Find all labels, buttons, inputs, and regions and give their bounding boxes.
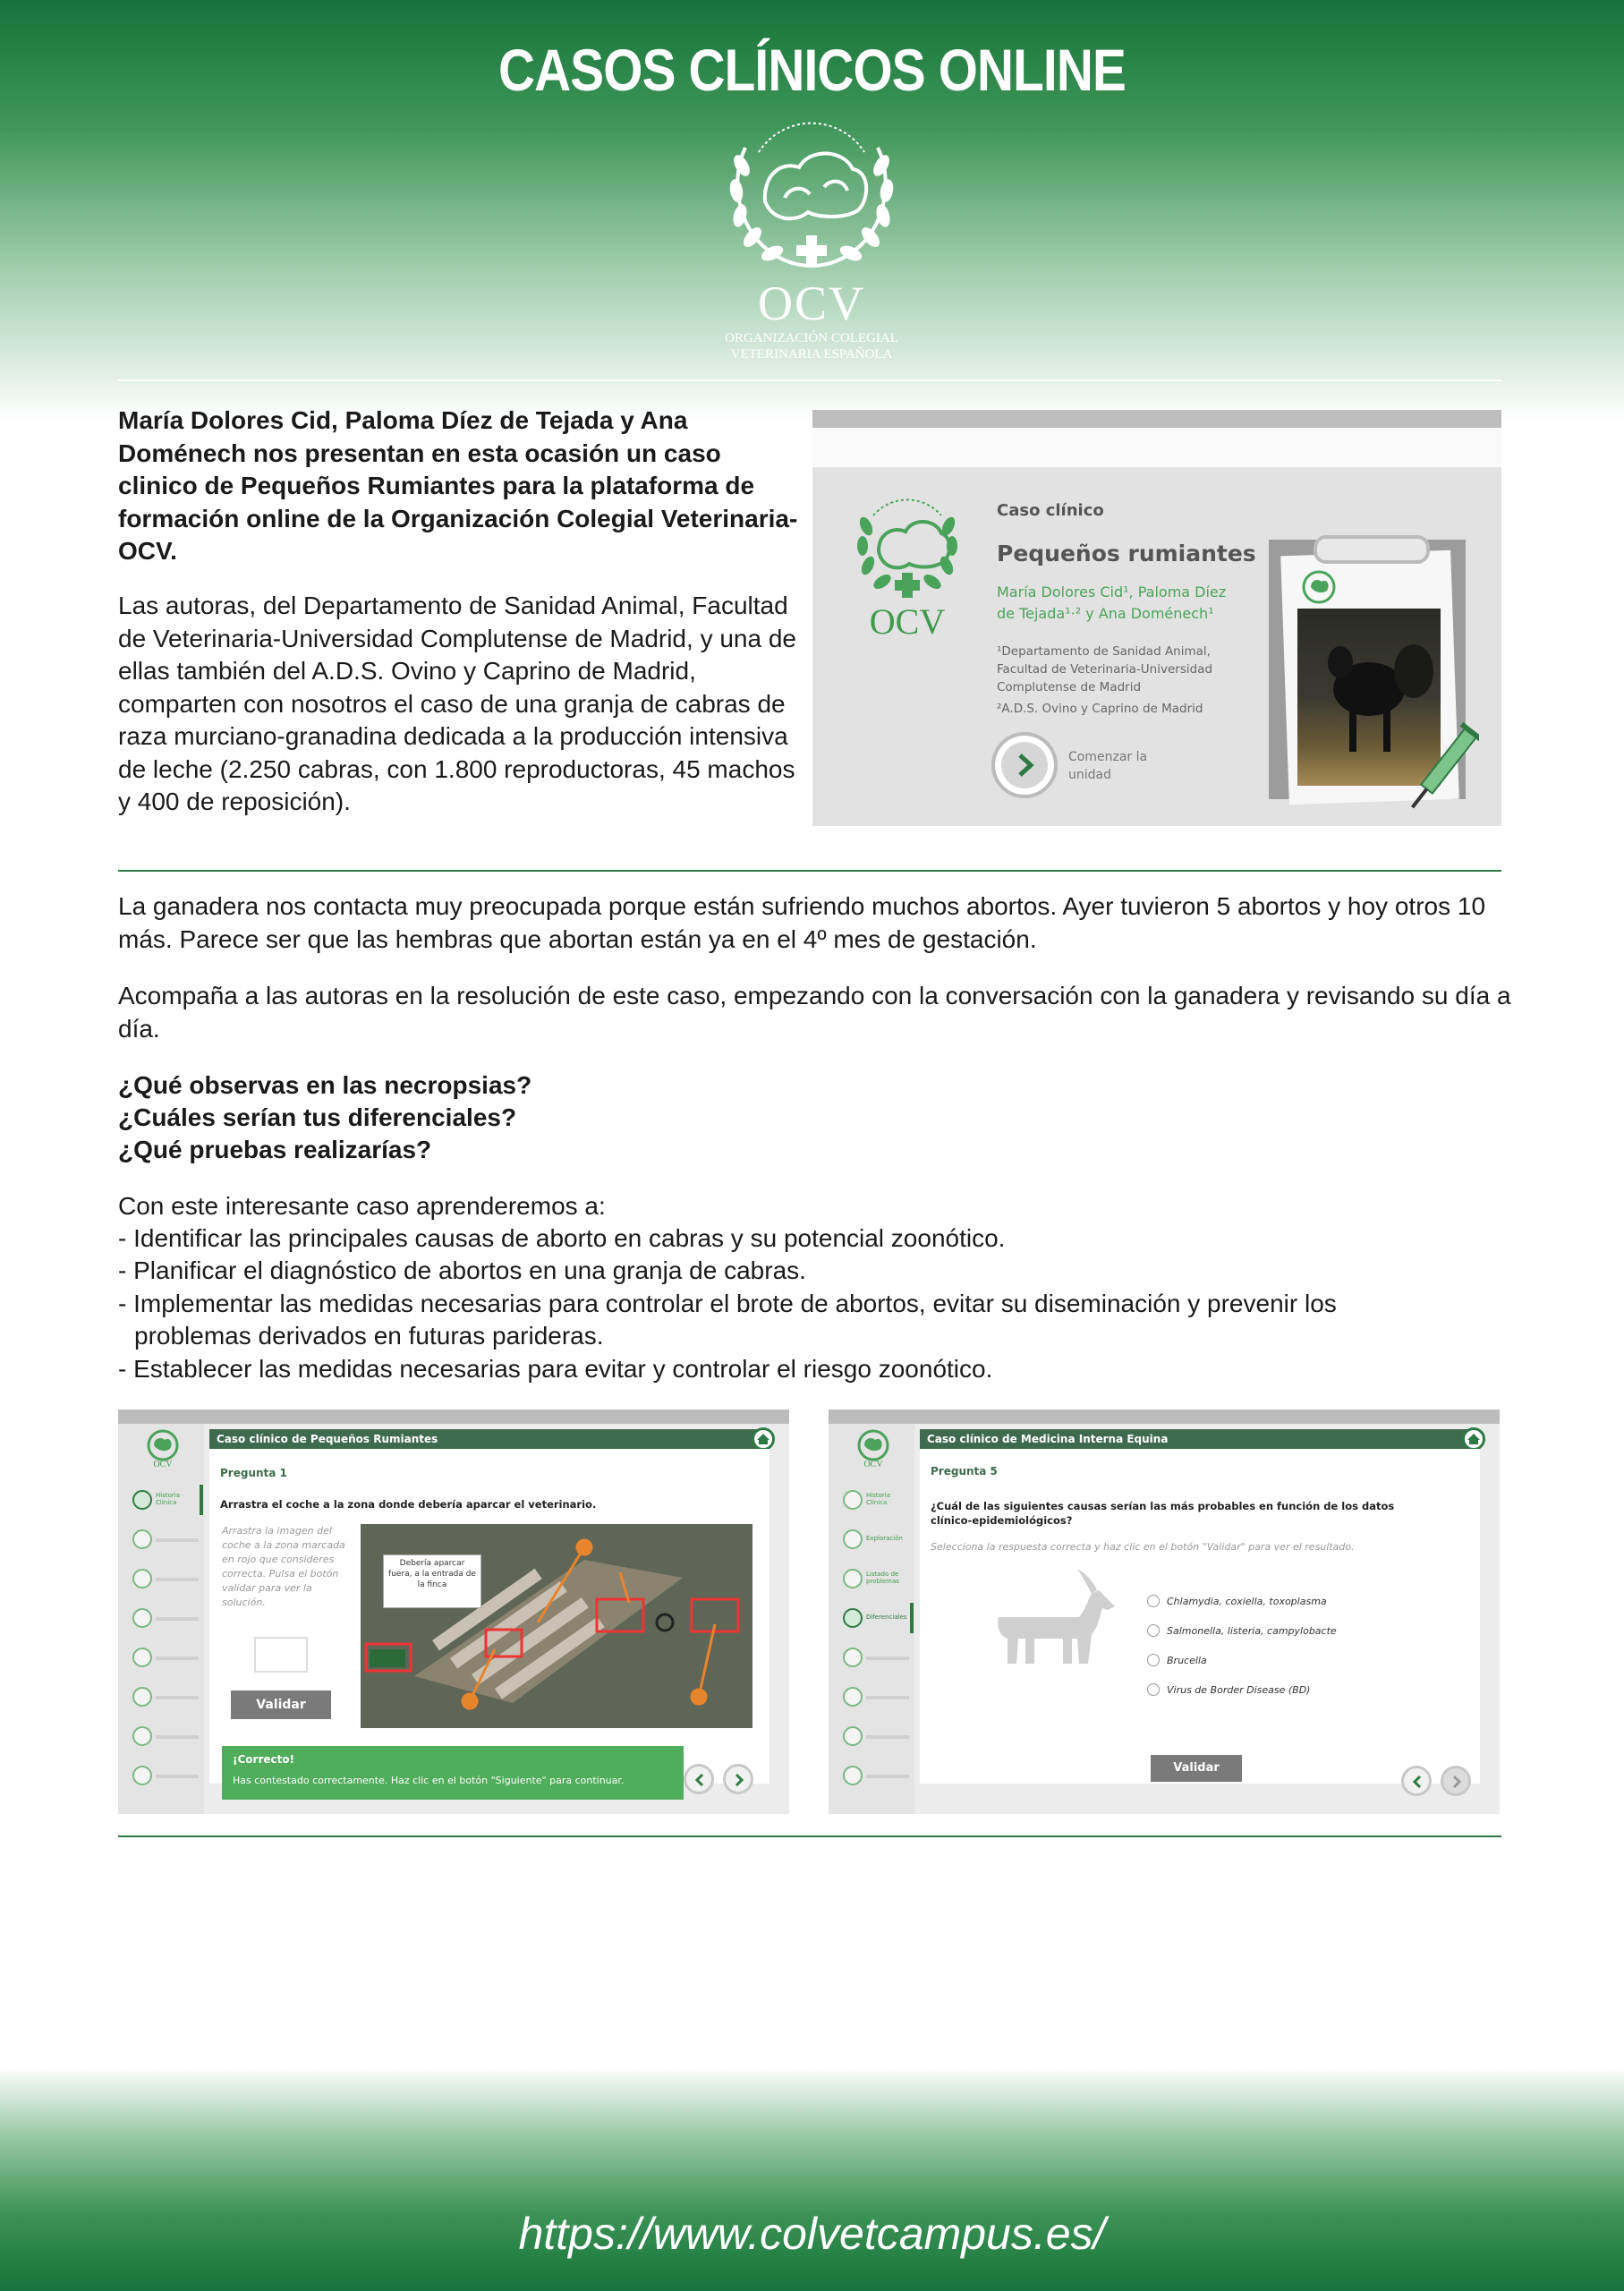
syringe-icon: [1407, 714, 1479, 822]
chevron-left-icon: [693, 1773, 706, 1787]
nav-label-problems: Listado de problemas: [866, 1571, 899, 1585]
course-sidebar: [829, 1424, 914, 1814]
ocv-logo: [710, 112, 914, 362]
goal-item-continuation: problemas derivados en futuras parideras.: [134, 1322, 604, 1350]
question-number: Pregunta 1: [220, 1467, 287, 1479]
feedback-banner: [222, 1746, 684, 1800]
nav-icon-diagnosis[interactable]: [132, 1648, 152, 1667]
campus-url-link[interactable]: https://www.colvetcampus.es/: [518, 2209, 1106, 2259]
feedback-title: ¡Correcto!: [233, 1753, 295, 1766]
ocv-mini-logo-icon: [1300, 569, 1338, 605]
preview-affiliation-2: ²A.D.S. Ovino y Caprino de Madrid: [997, 702, 1203, 716]
nav-label-placeholder: [156, 1578, 199, 1581]
home-icon: [1465, 1430, 1483, 1448]
course-preview-card: [812, 410, 1501, 826]
start-unit-button[interactable]: [991, 732, 1058, 798]
course-sidebar: [118, 1424, 204, 1814]
nav-icon-tests[interactable]: [843, 1687, 863, 1707]
question-prompt: Arrastra el coche a la zona donde debería aparcar el veterinario.: [220, 1498, 597, 1511]
nav-icon-treatment[interactable]: [132, 1726, 152, 1746]
course-header: Caso clínico de Pequeños Rumiantes: [209, 1429, 769, 1449]
nav-icon-problems[interactable]: [843, 1569, 863, 1588]
nav-label-exploration: Exploración: [866, 1535, 903, 1542]
question-1: ¿Qué observas en las necropsias?: [118, 1071, 532, 1099]
answer-option[interactable]: [1167, 1596, 1327, 1607]
nav-label-placeholder: [866, 1696, 909, 1699]
nav-icon-history[interactable]: [843, 1490, 863, 1510]
nav-label-placeholder: [866, 1657, 909, 1660]
nav-label-placeholder: [156, 1657, 199, 1660]
nav-icon-tests[interactable]: [132, 1687, 152, 1707]
nav-label-placeholder: [866, 1735, 909, 1739]
previous-button[interactable]: [1401, 1766, 1432, 1796]
goal-item: - Implementar las medidas necesarias para controlar el brote de abortos, evitar su diseminación y prevenir los: [118, 1290, 1337, 1317]
question-2: ¿Cuáles serían tus diferenciales?: [118, 1103, 517, 1131]
answer-option-label: Chlamydia, coxiella, toxoplasma: [1167, 1596, 1327, 1607]
start-unit-label: Comenzar la unidad: [1068, 750, 1148, 782]
nav-label-placeholder: [156, 1538, 199, 1542]
preview-kicker: Caso clínico: [997, 501, 1104, 520]
preview-affiliation-1: ¹Departamento de Sanidad Animal, Facultad de Veterinaria-Universidad Complutense de Madrid: [997, 644, 1213, 694]
logo-abbreviation: OCV: [757, 277, 865, 330]
logo-org-line-1: ORGANIZACIÓN COLEGIAL: [725, 331, 898, 345]
radio-button[interactable]: [1147, 1654, 1160, 1666]
goal-item: - Establecer las medidas necesarias para evitar y controlar el riesgo zoonótico.: [118, 1355, 993, 1383]
sidebar-logo-abbreviation: OCV: [153, 1460, 173, 1469]
course-screenshot-ruminants: [118, 1410, 789, 1814]
nav-icon-exploration[interactable]: [132, 1529, 152, 1549]
divider-top: [118, 379, 1501, 381]
nav-icon-summary[interactable]: [132, 1766, 152, 1785]
home-icon: [754, 1430, 772, 1448]
nav-label-placeholder: [866, 1775, 909, 1778]
radio-button[interactable]: [1147, 1595, 1160, 1607]
nav-label-differentials: Diferenciales: [866, 1614, 907, 1621]
question-3: ¿Qué pruebas realizarías?: [118, 1136, 432, 1163]
nav-icon-exploration[interactable]: [843, 1529, 863, 1549]
clipboard-clip: [1314, 535, 1430, 564]
feedback-message: Has contestado correctamente. Haz clic en el botón "Siguiente" para continuar.: [233, 1775, 625, 1786]
previous-button[interactable]: [684, 1764, 714, 1794]
question-prompt: ¿Cuál de las siguientes causas serían las más probables en función de los datos clínico-epidemiológicos?: [931, 1500, 1395, 1527]
nav-label-history: Historia Clínica: [866, 1492, 890, 1506]
answer-option-label: Virus de Border Disease (BD): [1167, 1684, 1311, 1696]
nav-label-placeholder: [156, 1735, 199, 1739]
question-hint: Arrastra la imagen del coche a la zona marcada en rojo que consideres correcta. Pulsa el botón validar para ver la solución.: [222, 1525, 345, 1608]
preview-logo-abbreviation: OCV: [869, 601, 946, 642]
goals-intro: Con este interesante caso aprenderemos a:: [118, 1192, 606, 1220]
preview-title: Pequeños rumiantes: [997, 541, 1256, 566]
nav-icon-differentials[interactable]: [843, 1608, 863, 1628]
nav-icon-history[interactable]: [132, 1490, 152, 1510]
answer-option[interactable]: [1167, 1655, 1207, 1666]
intro-lead: María Dolores Cid, Paloma Díez de Tejada y Ana Doménech nos presentan en esta ocasión un caso clinico de Pequeños Rumiantes para la plataforma de formación online de la Organización Colegial Veterinaria-OCV.: [118, 406, 798, 565]
validate-button[interactable]: Validar: [1151, 1755, 1242, 1782]
nav-label-placeholder: [156, 1696, 199, 1699]
radio-button[interactable]: [1147, 1624, 1160, 1637]
case-paragraph-2: Acompaña a las autoras en la resolución de este caso, empezando con la conversación con la ganadera y revisando su día a día.: [118, 982, 1511, 1043]
nav-icon-diagnosis[interactable]: [843, 1648, 863, 1667]
next-button[interactable]: [1441, 1766, 1471, 1796]
chevron-right-icon: [733, 1773, 745, 1787]
chevron-right-icon: [1009, 750, 1040, 780]
goal-item: - Identificar las principales causas de aborto en cabras y su potencial zoonótico.: [118, 1224, 1006, 1252]
drop-zone-car[interactable]: [254, 1637, 308, 1673]
nav-icon-summary[interactable]: [843, 1766, 863, 1785]
nav-label-history: Historia Clínica: [156, 1492, 180, 1506]
page-title: CASOS CLÍNICOS ONLINE: [498, 37, 1126, 103]
question-hint: Selecciona la respuesta correcta y haz clic en el botón "Validar" para ver el resultado.: [931, 1541, 1355, 1553]
nav-label-placeholder: [156, 1775, 199, 1778]
course-screenshot-equine: [829, 1410, 1500, 1814]
validate-button[interactable]: Validar: [231, 1691, 331, 1719]
chevron-right-icon: [1450, 1775, 1463, 1789]
nav-icon-differentials[interactable]: [132, 1608, 152, 1628]
nav-icon-problems[interactable]: [132, 1569, 152, 1588]
logo-org-line-2: VETERINARIA ESPAÑOLA: [730, 347, 893, 362]
preview-header-strip: [812, 428, 1501, 467]
answer-option[interactable]: [1167, 1625, 1337, 1637]
intro-authors-paragraph: Las autoras, del Departamento de Sanidad Animal, Facultad de Veterinaria-Universidad Complutense de Madrid, y una de ellas también del A.D.S. Ovino y Caprino de Madrid, comparten con nosotros el caso de una granja de cabras de raza murciano-granadina dedicada a la producción intensiva de leche (2.250 cabras, con 1.800 reproductoras, 45 machos y 400 de reposición).: [118, 592, 796, 815]
nav-label-placeholder: [156, 1617, 199, 1621]
home-button[interactable]: [1462, 1427, 1485, 1451]
goat-illustration-icon: [981, 1563, 1124, 1689]
divider-middle: [118, 870, 1501, 872]
radio-button[interactable]: [1147, 1683, 1160, 1696]
screenshot-top-bar: [118, 1410, 789, 1424]
answer-option-label: Brucella: [1167, 1655, 1207, 1666]
preview-authors: María Dolores Cid¹, Paloma Díez de Tejada¹·² y Ana Doménech¹: [997, 583, 1227, 622]
screenshot-top-bar: [829, 1410, 1500, 1424]
divider-bottom: [118, 1835, 1501, 1837]
map-callout: Debería aparcar fuera, a la entrada de la finca: [383, 1554, 481, 1608]
nav-icon-treatment[interactable]: [843, 1726, 863, 1746]
course-header: Caso clínico de Medicina Interna Equina: [920, 1429, 1480, 1449]
chevron-left-icon: [1411, 1775, 1424, 1789]
answer-option-label: Salmonella, listeria, campylobacte: [1167, 1625, 1337, 1637]
answer-option[interactable]: [1167, 1684, 1310, 1696]
goal-item: - Planificar el diagnóstico de abortos en una granja de cabras.: [118, 1256, 806, 1284]
question-number: Pregunta 5: [931, 1465, 998, 1478]
ocv-emblem-icon: [710, 112, 914, 277]
next-button[interactable]: [723, 1764, 753, 1794]
case-paragraph-1: La ganadera nos contacta muy preocupada porque están sufriendo muchos abortos. Ayer tuvieron 5 abortos y hoy otros 10 más. Parece ser que las hembras que abortan están ya en el 4º mes de gestación.: [118, 892, 1486, 953]
sidebar-logo-abbreviation: OCV: [863, 1460, 883, 1469]
preview-top-bar: [812, 410, 1501, 428]
home-button[interactable]: [752, 1427, 775, 1451]
